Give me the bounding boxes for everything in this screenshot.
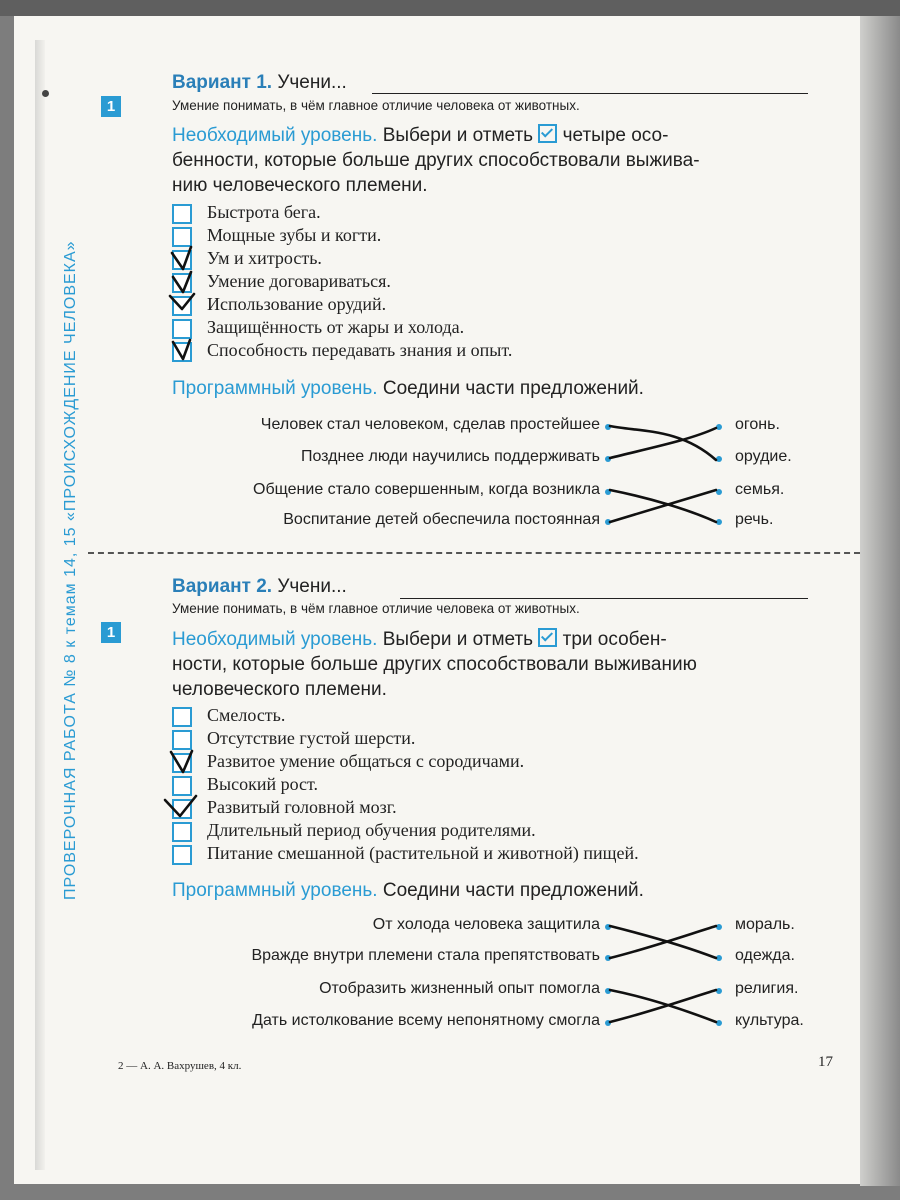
- checkbox[interactable]: [172, 845, 192, 865]
- checkbox[interactable]: [172, 296, 192, 316]
- variant2-skill: Умение понимать, в чём главное отличие человека от животных.: [172, 601, 580, 616]
- variant1-right-phrase: речь.: [735, 511, 774, 528]
- page-binding-shadow: [35, 40, 45, 1170]
- variant1-match-instruction: Соедини части предложений.: [382, 378, 644, 399]
- checkbox[interactable]: [172, 822, 192, 842]
- variant1-left-phrase: Воспитание детей обеспечила постоянная: [283, 511, 600, 528]
- variant2-left-phrase: Дать истолкование всему непонятному смогла: [252, 1012, 600, 1029]
- variant2-label: Вариант 2.: [172, 576, 273, 597]
- variant2-name-line: [400, 598, 808, 599]
- binding-hole: [42, 90, 49, 97]
- variant1-level-required: Необходимый уровень.: [172, 125, 378, 146]
- variant2-level-required: Необходимый уровень.: [172, 629, 378, 650]
- variant2-left-phrase: Вражде внутри племени стала препятствовать: [251, 947, 600, 964]
- variant1-left-phrase: Общение стало совершенным, когда возникла: [253, 481, 600, 498]
- checkbox[interactable]: [172, 753, 192, 773]
- connector-dot[interactable]: [716, 519, 722, 525]
- connector-dot[interactable]: [716, 1020, 722, 1026]
- variant2-program-task: [172, 880, 644, 902]
- variant2-left-phrase: От холода человека защитила: [372, 916, 600, 933]
- checkbox-checked-icon: [538, 124, 557, 143]
- variant2-right-phrase: религия.: [735, 980, 799, 997]
- variant1-left-phrase: Позднее люди научились поддерживать: [300, 448, 600, 465]
- checkbox[interactable]: [172, 707, 192, 727]
- connector-dot[interactable]: [716, 456, 722, 462]
- variant1-instruction-a: Выбери и отметь: [382, 125, 534, 146]
- variant2-instruction-d: человеческого племени.: [172, 679, 387, 700]
- variant1-name-line: [372, 93, 808, 94]
- checkbox[interactable]: [172, 204, 192, 224]
- connector-dot[interactable]: [605, 988, 611, 994]
- variant1-right-phrase: орудие.: [735, 448, 792, 465]
- checkbox[interactable]: [172, 250, 192, 270]
- checkbox[interactable]: [172, 799, 192, 819]
- connector-dot[interactable]: [716, 424, 722, 430]
- variant2-task-instruction: [172, 627, 812, 702]
- variant1-left-phrase: Человек стал человеком, сделав простейшее: [260, 416, 600, 433]
- connector-dot[interactable]: [716, 489, 722, 495]
- connector-dot[interactable]: [605, 519, 611, 525]
- variant2-match-instruction: Соедини части предложений.: [382, 880, 644, 901]
- page-footer: 2 — А. А. Вахрушев, 4 кл.: [118, 1060, 242, 1072]
- variant2-right-phrase: мораль.: [735, 916, 795, 933]
- checkbox[interactable]: [172, 319, 192, 339]
- checkbox[interactable]: [172, 730, 192, 750]
- variant1-task-number: 1: [101, 96, 121, 117]
- connector-dot[interactable]: [605, 424, 611, 430]
- variant1-right-phrase: огонь.: [735, 416, 780, 433]
- connector-dot[interactable]: [605, 1020, 611, 1026]
- variant1-instruction-d: нию человеческого племени.: [172, 175, 428, 196]
- variant2-left-phrase: Отобразить жизненный опыт помогла: [319, 980, 600, 997]
- variant2-instruction-b: три особен-: [562, 629, 667, 650]
- variant2-right-phrase: культура.: [735, 1012, 804, 1029]
- checkbox[interactable]: [172, 227, 192, 247]
- variant1-task-instruction: [172, 123, 812, 198]
- variant1-program-task: [172, 378, 644, 400]
- variant1-instruction-b: четыре осо-: [562, 125, 669, 146]
- connector-dot[interactable]: [605, 955, 611, 961]
- scan-right-edge: [860, 16, 900, 1186]
- checkbox-checked-icon: [538, 628, 557, 647]
- connector-dot[interactable]: [605, 489, 611, 495]
- checkbox[interactable]: [172, 776, 192, 796]
- connector-dot[interactable]: [716, 924, 722, 930]
- page-number: 17: [818, 1054, 833, 1070]
- connector-dot[interactable]: [605, 456, 611, 462]
- variant1-instruction-c: бенности, которые больше других способствовали выжива-: [172, 150, 700, 171]
- variant2-right-phrase: одежда.: [735, 947, 795, 964]
- variant2-instruction-a: Выбери и отметь: [382, 629, 534, 650]
- variant1-label: Вариант 1.: [172, 72, 273, 93]
- variant-cut-line: [88, 552, 860, 554]
- side-title: ПРОВЕРОЧНАЯ РАБОТА № 8 к темам 14, 15 «ПРОИСХОЖДЕНИЕ ЧЕЛОВЕКА»: [62, 240, 79, 900]
- variant1-right-phrase: семья.: [735, 481, 785, 498]
- variant1-level-program: Программный уровень.: [172, 378, 378, 399]
- connector-dot[interactable]: [716, 988, 722, 994]
- variant1-student: Учени...: [277, 72, 347, 93]
- variant1-header: [172, 72, 347, 94]
- variant2-header: [172, 576, 347, 598]
- connector-dot[interactable]: [716, 955, 722, 961]
- variant2-student: Учени...: [277, 576, 347, 597]
- scan-top-border: [0, 0, 900, 16]
- variant2-task-number: 1: [101, 622, 121, 643]
- variant2-instruction-c: ности, которые больше других способствовали выживанию: [172, 654, 697, 675]
- variant1-skill: Умение понимать, в чём главное отличие человека от животных.: [172, 98, 580, 113]
- checkbox[interactable]: [172, 342, 192, 362]
- variant2-level-program: Программный уровень.: [172, 880, 378, 901]
- connector-dot[interactable]: [605, 924, 611, 930]
- checkbox[interactable]: [172, 273, 192, 293]
